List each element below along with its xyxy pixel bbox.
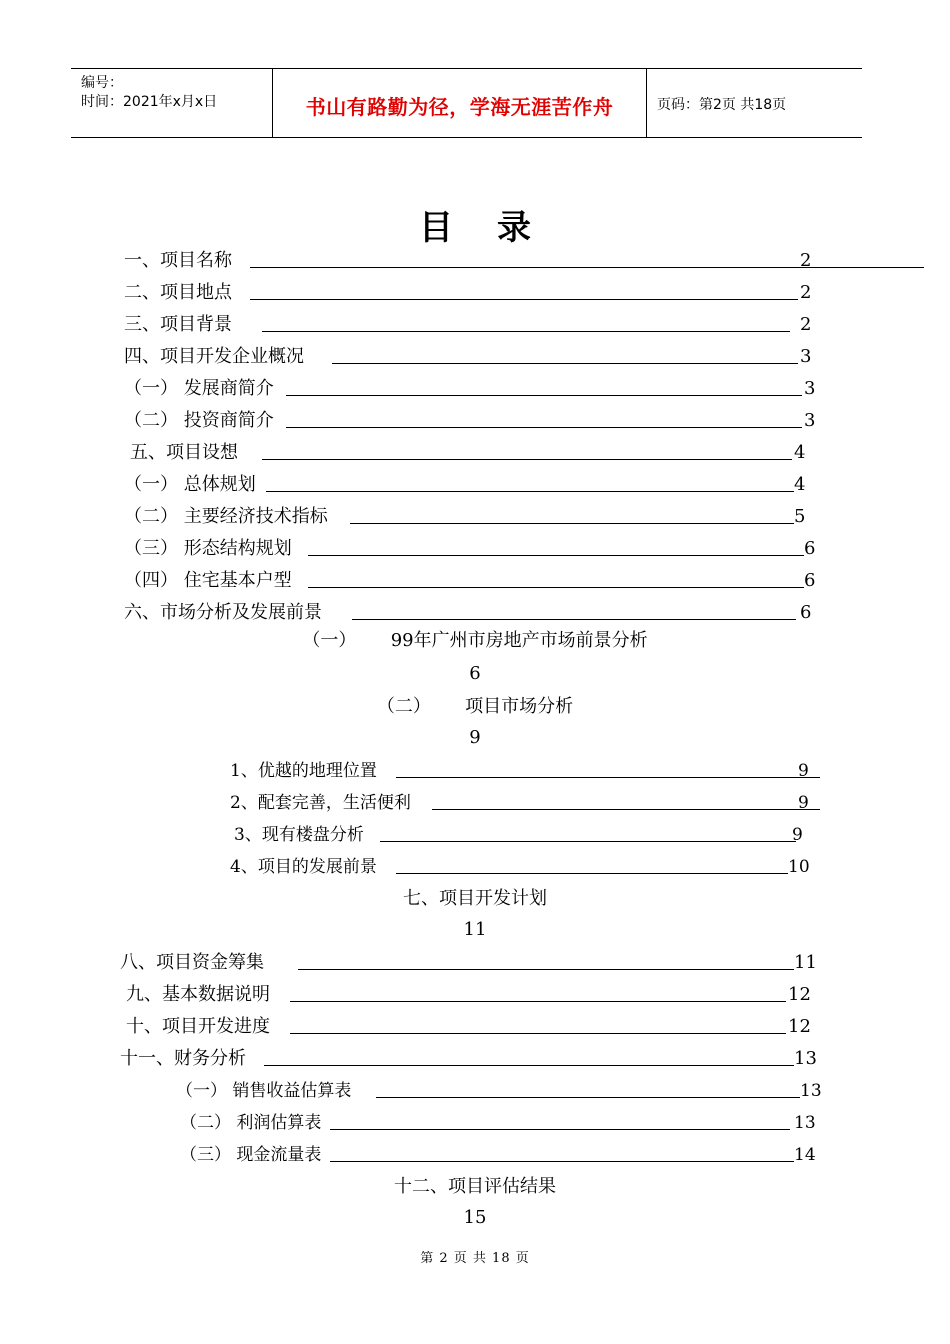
toc-entry-page: 3	[800, 346, 812, 367]
toc-entry-label: （二） 主要经济技术指标	[124, 506, 328, 527]
toc-entry-label: （二） 投资商简介	[124, 410, 274, 431]
toc-entry-label[interactable]: （一） 99年广州市房地产市场前景分析	[302, 630, 648, 651]
toc-entry-label: （三） 现金流量表	[180, 1145, 322, 1165]
dot-leader	[350, 523, 794, 524]
page-footer: 第 2 页 共 18 页	[420, 1251, 530, 1266]
dot-leader	[290, 1001, 786, 1002]
toc-entry-label: 2、配套完善，生活便利	[230, 793, 411, 813]
toc-entry-page: 2	[800, 282, 812, 303]
toc-entry-page: 4	[794, 442, 806, 463]
toc-entry-label: 1、优越的地理位置	[230, 761, 377, 781]
toc-entry-page: 5	[794, 506, 806, 527]
toc-entry-page: 3	[804, 410, 816, 431]
toc-entry-page: 10	[788, 857, 810, 877]
toc-entry-label: 五、项目设想	[130, 442, 238, 463]
toc-entry-label: 六、市场分析及发展前景	[124, 602, 322, 623]
toc-entry[interactable]	[234, 822, 824, 848]
toc-entry-page: 4	[794, 474, 806, 495]
dot-leader	[262, 331, 790, 332]
toc-entry-page: 9	[798, 793, 809, 813]
toc-entry[interactable]	[124, 248, 814, 274]
toc-entry[interactable]	[230, 854, 820, 880]
dot-leader	[250, 267, 924, 268]
toc-entry[interactable]	[230, 790, 820, 816]
header-motto: 书山有路勤为径，学海无涯苦作舟	[305, 95, 614, 119]
toc-entry-page: 13	[794, 1048, 817, 1069]
dot-leader	[308, 555, 804, 556]
dot-leader	[330, 1129, 790, 1130]
dot-leader	[396, 873, 788, 874]
toc-title: 目录	[419, 208, 575, 248]
dot-leader	[290, 1033, 786, 1034]
toc-entry[interactable]	[124, 344, 814, 370]
toc-entry-page: 9	[798, 761, 809, 781]
toc-entry-page: 9	[792, 825, 803, 845]
toc-entry[interactable]	[124, 376, 814, 402]
toc-entry-label: 三、项目背景	[124, 314, 232, 335]
header-page-info: 页码：第2页 共18页	[657, 97, 787, 113]
toc-entry-label: 4、项目的发展前景	[230, 857, 377, 877]
toc-entry-page: 2	[800, 314, 812, 335]
document-date: 时间：2021年x月x日	[81, 94, 218, 110]
dot-leader	[308, 587, 804, 588]
toc-entry-page: 15	[463, 1207, 487, 1228]
toc-entry[interactable]	[120, 950, 820, 976]
toc-entry[interactable]	[124, 312, 814, 338]
toc-entry-page: 13	[794, 1113, 816, 1133]
toc-entry-page: 12	[788, 984, 811, 1005]
dot-leader	[330, 1161, 794, 1162]
toc-entry-page: 13	[800, 1081, 822, 1101]
dot-leader	[376, 1097, 800, 1098]
toc-entry[interactable]	[124, 536, 814, 562]
toc-entry[interactable]	[120, 1046, 820, 1072]
toc-entry-page: 6	[800, 602, 812, 623]
toc-entry[interactable]	[124, 472, 814, 498]
toc-entry[interactable]	[124, 504, 814, 530]
toc-entry-label[interactable]: 七、项目开发计划	[403, 888, 547, 909]
toc-entry[interactable]	[180, 1142, 830, 1168]
toc-entry-label: （二） 利润估算表	[180, 1113, 322, 1133]
toc-entry-page: 3	[804, 378, 816, 399]
toc-entry[interactable]	[126, 1014, 826, 1040]
toc-entry[interactable]	[126, 982, 826, 1008]
toc-entry-page: 6	[469, 663, 481, 684]
dot-leader	[396, 777, 820, 778]
toc-entry[interactable]	[124, 568, 814, 594]
dot-leader	[380, 841, 796, 842]
dot-leader	[286, 395, 802, 396]
toc-entry[interactable]	[176, 1078, 826, 1104]
dot-leader	[298, 969, 794, 970]
dot-leader	[264, 1065, 794, 1066]
dot-leader	[432, 809, 820, 810]
dot-leader	[352, 619, 796, 620]
toc-entry-label: 十、项目开发进度	[126, 1016, 270, 1037]
toc-entry-label: 3、现有楼盘分析	[234, 825, 364, 845]
toc-entry-label: 一、项目名称	[124, 250, 232, 271]
toc-entry[interactable]	[124, 600, 814, 626]
toc-entry-label: 八、项目资金筹集	[120, 952, 264, 973]
toc-entry[interactable]	[180, 1110, 830, 1136]
toc-entry[interactable]	[124, 280, 814, 306]
toc-entry-label: （一） 发展商简介	[124, 378, 274, 399]
dot-leader	[266, 491, 794, 492]
toc-entry-page: 11	[794, 952, 817, 973]
dot-leader	[262, 459, 792, 460]
toc-entry-page: 6	[804, 538, 816, 559]
toc-entry-page: 2	[800, 250, 812, 271]
toc-entry-page: 6	[804, 570, 816, 591]
toc-entry-label: 四、项目开发企业概况	[124, 346, 304, 367]
toc-entry-page: 12	[788, 1016, 811, 1037]
document-number-label: 编号：	[81, 75, 123, 91]
toc-entry-label: 十一、财务分析	[120, 1048, 246, 1069]
toc-entry-page: 14	[794, 1145, 816, 1165]
toc-entry[interactable]	[130, 440, 820, 466]
header-meta-cell	[71, 69, 273, 137]
toc-entry-label: （四） 住宅基本户型	[124, 570, 292, 591]
dot-leader	[332, 363, 798, 364]
dot-leader	[286, 427, 802, 428]
dot-leader	[250, 299, 798, 300]
toc-entry-label: （三） 形态结构规划	[124, 538, 292, 559]
toc-entry[interactable]	[230, 758, 820, 784]
toc-entry-page: 11	[463, 919, 487, 940]
header-page-cell	[647, 69, 862, 137]
toc-entry-label: （一） 销售收益估算表	[176, 1081, 352, 1101]
toc-entry-page: 9	[469, 727, 481, 748]
toc-entry-label[interactable]: 十二、项目评估结果	[394, 1176, 556, 1197]
toc-entry-label: 二、项目地点	[124, 282, 232, 303]
toc-entry-label[interactable]: （二） 项目市场分析	[376, 696, 574, 717]
header-motto-cell	[273, 69, 647, 137]
page-header	[71, 68, 862, 138]
toc-entry-label: （一） 总体规划	[124, 474, 256, 495]
toc-entry-label: 九、基本数据说明	[126, 984, 270, 1005]
toc-entry[interactable]	[124, 408, 814, 434]
